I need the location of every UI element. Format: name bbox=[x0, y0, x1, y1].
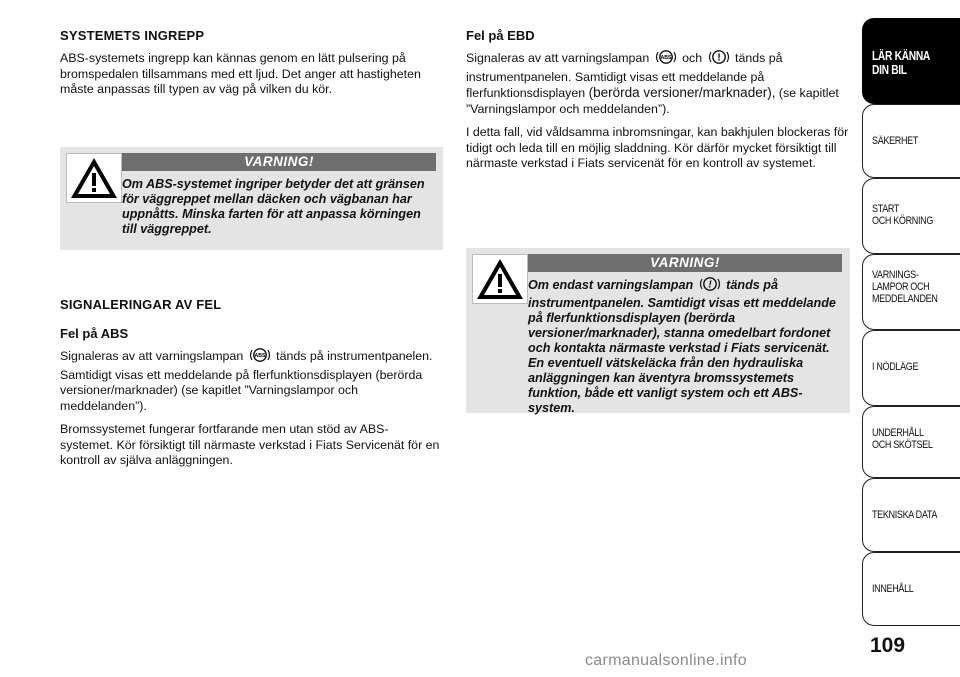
tab-label: I NÖDLÄGE bbox=[872, 361, 919, 373]
text-fragment: Signaleras av att varningslampan bbox=[466, 51, 650, 65]
text-fragment: (se kapitlet ”Varningslampor och meddelanden”). bbox=[466, 86, 839, 116]
warning-text-ebd bbox=[470, 276, 842, 416]
subheading-fel-abs: Fel på ABS bbox=[60, 326, 129, 341]
paragraph-abs-ingrepp: ABS-systemets ingrepp kan kännas genom en lätt pulsering på bromspedalen tillsammans med ett ljud. Det anger att hastigheten måste anpassas till typen av väg på vilken du kör. bbox=[60, 51, 421, 96]
tab-label: VARNINGS- LAMPOR OCH MEDDELANDEN bbox=[872, 269, 938, 305]
tab-label: UNDERHÅLL OCH SKÖTSEL bbox=[872, 427, 933, 451]
paragraph-fel-abs bbox=[60, 347, 440, 414]
abs-icon-text: ABS bbox=[254, 353, 266, 359]
right-column bbox=[466, 28, 850, 180]
text-fragment: Om endast varningslampan bbox=[528, 278, 694, 292]
warning-text-abs bbox=[66, 177, 432, 237]
brake-warning-icon bbox=[708, 49, 730, 70]
text-fragment: och bbox=[682, 51, 703, 65]
brake-icon-text: ! bbox=[716, 52, 721, 64]
abs-warning-icon bbox=[249, 347, 271, 368]
text-fragment: tänds på instrumentpanelen. Samtidigt visas ett meddelande på flerfunktionsdisplayen (berörda versioner/marknader), stanna omedelbart fordonet och kontakta närmaste verkstad i Fiats servicenät. En eventuell vätskeläcka från den hydrauliska anläggningen kan äventyra bromssystemets funktion, både ett vanligt system och ett ABS-system. bbox=[528, 278, 836, 415]
tab-tekniska-data[interactable] bbox=[862, 478, 960, 552]
text-fragment: tänds på instrumentpanelen. Samtidigt visas ett meddelande på flerfunktionsdisplayen (berörda versioner/marknader) (se kapitlet ”Varningslampor och meddelanden”). bbox=[60, 349, 433, 413]
tab-underhall-och-skotsel[interactable] bbox=[862, 406, 960, 478]
abs-icon-text: ABS bbox=[660, 55, 672, 61]
text-fragment: Signaleras av att varningslampan bbox=[60, 349, 244, 363]
abs-warning-icon bbox=[655, 49, 677, 70]
heading-signaleringar: SIGNALERINGAR AV FEL bbox=[60, 297, 222, 312]
paragraph-bromssystemet: Bromssystemet fungerar fortfarande men utan stöd av ABS-systemet. Kör försiktigt till närmaste verkstad i Fiats Servicenät för en kontroll av själva anläggningen. bbox=[60, 422, 440, 467]
tab-start-och-korning[interactable] bbox=[862, 178, 960, 254]
tab-varningslampor[interactable] bbox=[862, 254, 960, 330]
brake-warning-icon bbox=[699, 276, 721, 296]
warning-text-line bbox=[470, 276, 842, 416]
tab-label: LÄR KÄNNA DIN BIL bbox=[872, 49, 930, 77]
tab-label: SÄKERHET bbox=[872, 135, 918, 147]
watermark: carmanualsonline.info bbox=[585, 652, 747, 669]
text-fragment: (berörda versioner/marknader), bbox=[588, 85, 776, 100]
page-number: 109 bbox=[870, 634, 906, 657]
tab-innehall[interactable] bbox=[862, 552, 960, 626]
brake-icon-text: ! bbox=[708, 279, 712, 291]
tab-label: START OCH KÖRNING bbox=[872, 203, 934, 227]
tab-lar-kanna-din-bil[interactable] bbox=[862, 18, 960, 104]
left-column bbox=[60, 28, 440, 106]
warning-box-ebd bbox=[466, 248, 850, 413]
chapter-sidebar bbox=[862, 0, 960, 677]
left-column-lower bbox=[60, 297, 440, 477]
tab-label: INNEHÅLL bbox=[872, 583, 914, 595]
tab-sakerhet[interactable] bbox=[862, 104, 960, 178]
warning-title: VARNING! bbox=[122, 153, 436, 171]
warning-text-line: Om ABS-systemet ingriper betyder det att gränsen för väggreppet mellan däcken och vägbanan har uppnåtts. Minska farten för att anpassa körningen till väggreppet. bbox=[122, 177, 425, 236]
warning-title: VARNING! bbox=[528, 254, 842, 272]
tab-label: TEKNISKA DATA bbox=[872, 509, 938, 521]
tab-i-nodlage[interactable] bbox=[862, 330, 960, 406]
warning-box-abs bbox=[60, 147, 443, 250]
subheading-fel-ebd: Fel på EBD bbox=[466, 28, 535, 43]
heading-systemets-ingrepp: SYSTEMETS INGREPP bbox=[60, 28, 205, 43]
paragraph-i-detta-fall: I detta fall, vid våldsamma inbromsningar, kan bakhjulen blockeras för tidigt och leda till en möjlig sladdning. Kör därför mycket försiktigt till närmaste verkstad i Fiats servicenät för en kontroll av systemet. bbox=[466, 125, 849, 170]
text-fragment: tänds på instrumentpanelen. Samtidigt visas ett meddelande på flerfunktionsdisplayen bbox=[466, 51, 783, 100]
paragraph-fel-ebd bbox=[466, 49, 850, 117]
